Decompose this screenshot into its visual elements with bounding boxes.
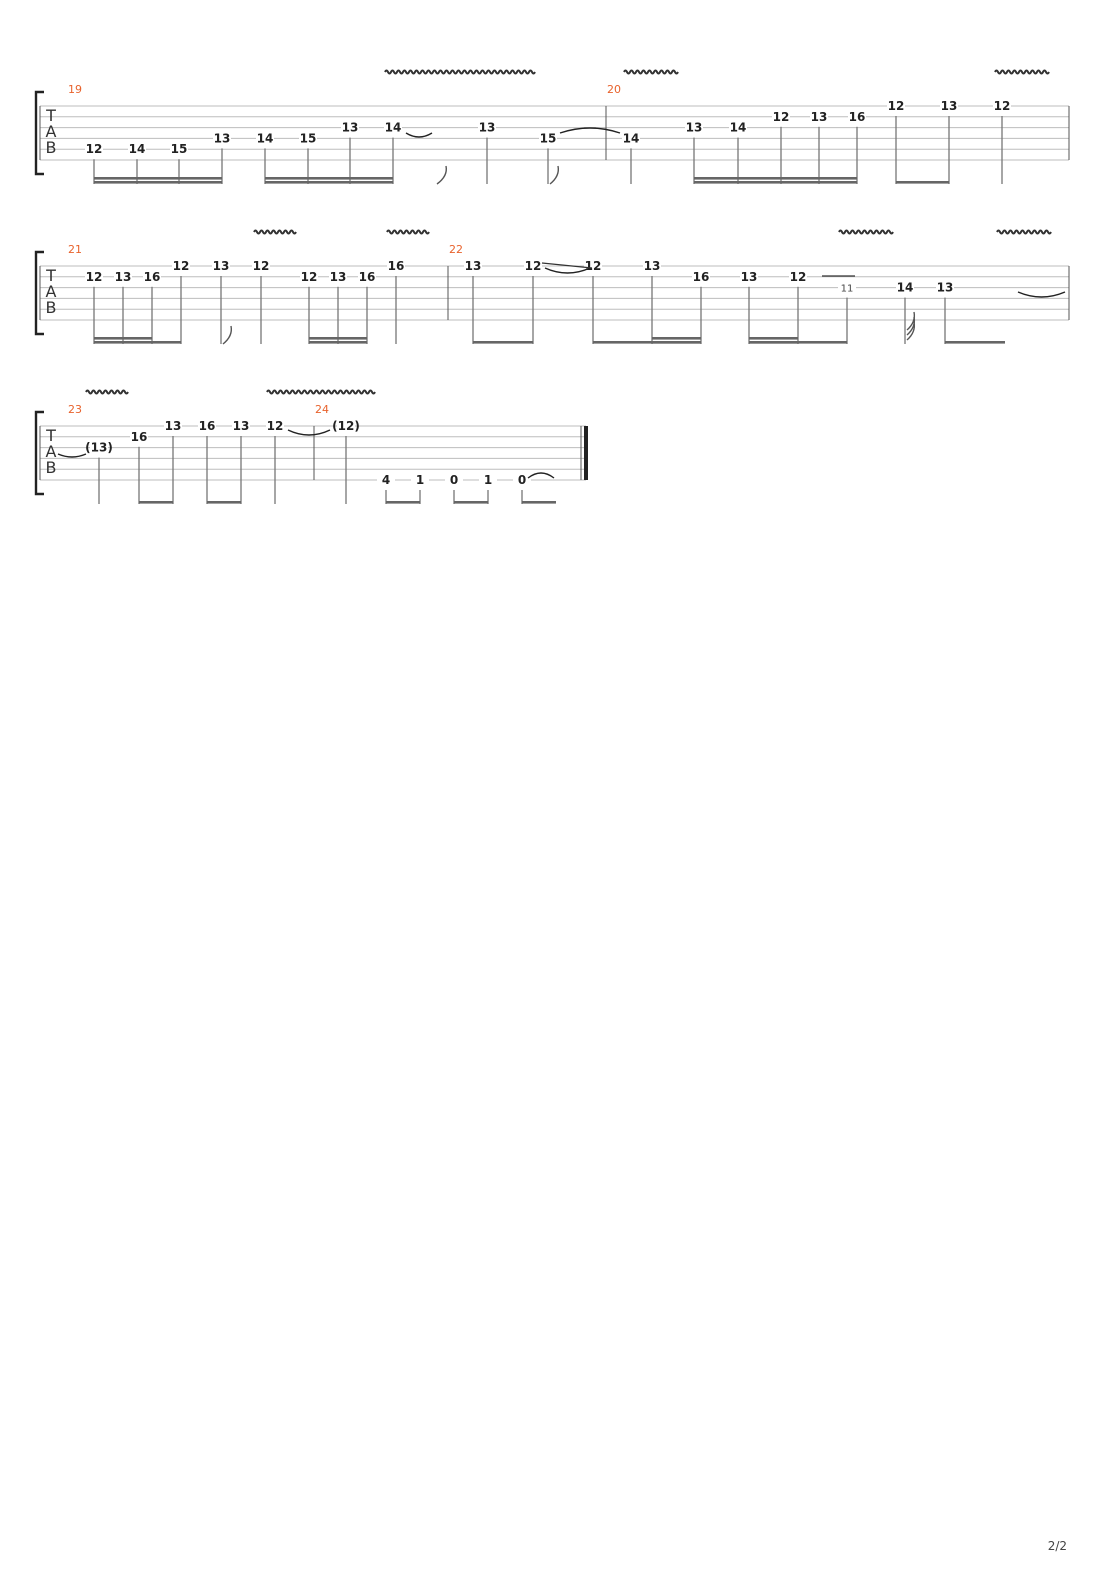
beam — [473, 341, 533, 344]
tab-clef-letter: A — [45, 282, 57, 301]
beam — [749, 337, 798, 340]
fret-number: 11 — [840, 283, 854, 295]
beam — [94, 177, 222, 180]
page-number: 2/2 — [1047, 1539, 1067, 1553]
beam — [454, 501, 488, 504]
fret-number: 14 — [622, 131, 640, 146]
beam — [265, 181, 393, 184]
beam — [896, 181, 949, 184]
beam — [139, 501, 173, 504]
fret-number: 15 — [299, 131, 317, 146]
beam — [652, 337, 701, 340]
fret-number: 16 — [130, 429, 148, 444]
fret-number: 13 — [643, 259, 661, 273]
measure-number: 19 — [68, 83, 82, 96]
fret-number: 13 — [936, 280, 954, 295]
fret-number: 1 — [415, 473, 425, 487]
fret-number: 16 — [143, 269, 161, 284]
beam — [945, 341, 1005, 344]
tab-clef-letter: B — [45, 138, 57, 157]
note-flag — [223, 326, 231, 344]
fret-number: 16 — [358, 269, 376, 284]
vibrato-mark — [624, 71, 678, 74]
vibrato-mark — [387, 231, 429, 234]
fret-number: 12 — [85, 142, 103, 157]
fret-number: 13 — [478, 120, 496, 135]
vibrato-mark — [997, 231, 1051, 234]
fret-number: 14 — [384, 120, 402, 135]
fret-number: 0 — [449, 473, 459, 487]
tab-clef-letter: A — [45, 442, 57, 461]
tab-clef-letter: B — [45, 298, 57, 317]
vibrato-mark — [839, 231, 893, 234]
fret-number: 12 — [252, 259, 270, 273]
tab-clef-letter: B — [45, 458, 57, 477]
measure-number: 24 — [315, 403, 329, 416]
fret-number: 15 — [170, 142, 188, 157]
tab-clef-letter: T — [46, 266, 56, 285]
slur — [288, 430, 330, 435]
fret-number: (12) — [332, 419, 360, 433]
fret-number: 0 — [517, 473, 527, 487]
beam — [652, 341, 701, 344]
beam — [94, 341, 152, 344]
slur — [58, 454, 86, 457]
fret-number: 16 — [387, 259, 405, 273]
fret-number: 13 — [940, 99, 958, 113]
note-flag — [550, 166, 558, 184]
measure-number: 20 — [607, 83, 621, 96]
fret-number: 13 — [341, 120, 359, 135]
beam — [694, 177, 857, 180]
fret-number: 12 — [266, 419, 284, 433]
fret-number: 13 — [329, 269, 347, 284]
beam — [94, 181, 222, 184]
tab-clef-letter: T — [46, 426, 56, 445]
fret-number: 12 — [300, 269, 318, 284]
fret-number: 12 — [584, 259, 602, 273]
fret-number: 12 — [993, 99, 1011, 113]
fret-number: 4 — [381, 473, 391, 487]
beam — [522, 501, 556, 504]
measure-number: 22 — [449, 243, 463, 256]
fret-number: 14 — [128, 142, 146, 157]
beam — [207, 501, 241, 504]
beam — [309, 337, 367, 340]
fret-number: 13 — [164, 419, 182, 433]
beam — [152, 341, 181, 344]
fret-number: 12 — [524, 259, 542, 273]
vibrato-mark — [385, 71, 535, 74]
fret-number: 1 — [483, 473, 493, 487]
fret-number: 13 — [212, 259, 230, 273]
note-flag — [437, 166, 446, 184]
fret-number: 13 — [740, 269, 758, 284]
fret-number: 12 — [772, 109, 790, 124]
slur — [560, 128, 620, 133]
fret-number: 16 — [198, 419, 216, 433]
fret-number: 12 — [887, 99, 905, 113]
fret-number: 13 — [464, 259, 482, 273]
beam — [694, 181, 857, 184]
fret-number: 16 — [692, 269, 710, 284]
fret-number: 13 — [810, 109, 828, 124]
beam — [309, 341, 367, 344]
slur — [406, 133, 432, 137]
fret-number: 13 — [232, 419, 250, 433]
fret-number: (13) — [85, 440, 113, 455]
fret-number: 13 — [114, 269, 132, 284]
fret-number: 14 — [729, 120, 747, 135]
vibrato-mark — [86, 391, 128, 394]
fret-number: 12 — [172, 259, 190, 273]
fret-number: 13 — [685, 120, 703, 135]
slur — [1018, 292, 1065, 297]
tab-clef-letter: T — [46, 106, 56, 125]
beam — [386, 501, 420, 504]
measure-number: 21 — [68, 243, 82, 256]
fret-number: 12 — [789, 269, 807, 284]
tab-clef-letter: A — [45, 122, 57, 141]
staff-system — [36, 391, 586, 505]
fret-number: 14 — [256, 131, 274, 146]
fret-number: 13 — [213, 131, 231, 146]
beam — [749, 341, 798, 344]
slur — [545, 268, 590, 273]
vibrato-mark — [254, 231, 296, 234]
beam — [94, 337, 152, 340]
vibrato-mark — [995, 71, 1049, 74]
fret-number: 12 — [85, 269, 103, 284]
systems-layer — [36, 71, 1069, 505]
staff-system — [36, 71, 1069, 185]
fret-number: 14 — [896, 280, 914, 295]
slur — [528, 473, 554, 478]
fret-number: 16 — [848, 109, 866, 124]
beam — [265, 177, 393, 180]
fret-number: 15 — [539, 131, 557, 146]
measure-number: 23 — [68, 403, 82, 416]
vibrato-mark — [267, 391, 375, 394]
